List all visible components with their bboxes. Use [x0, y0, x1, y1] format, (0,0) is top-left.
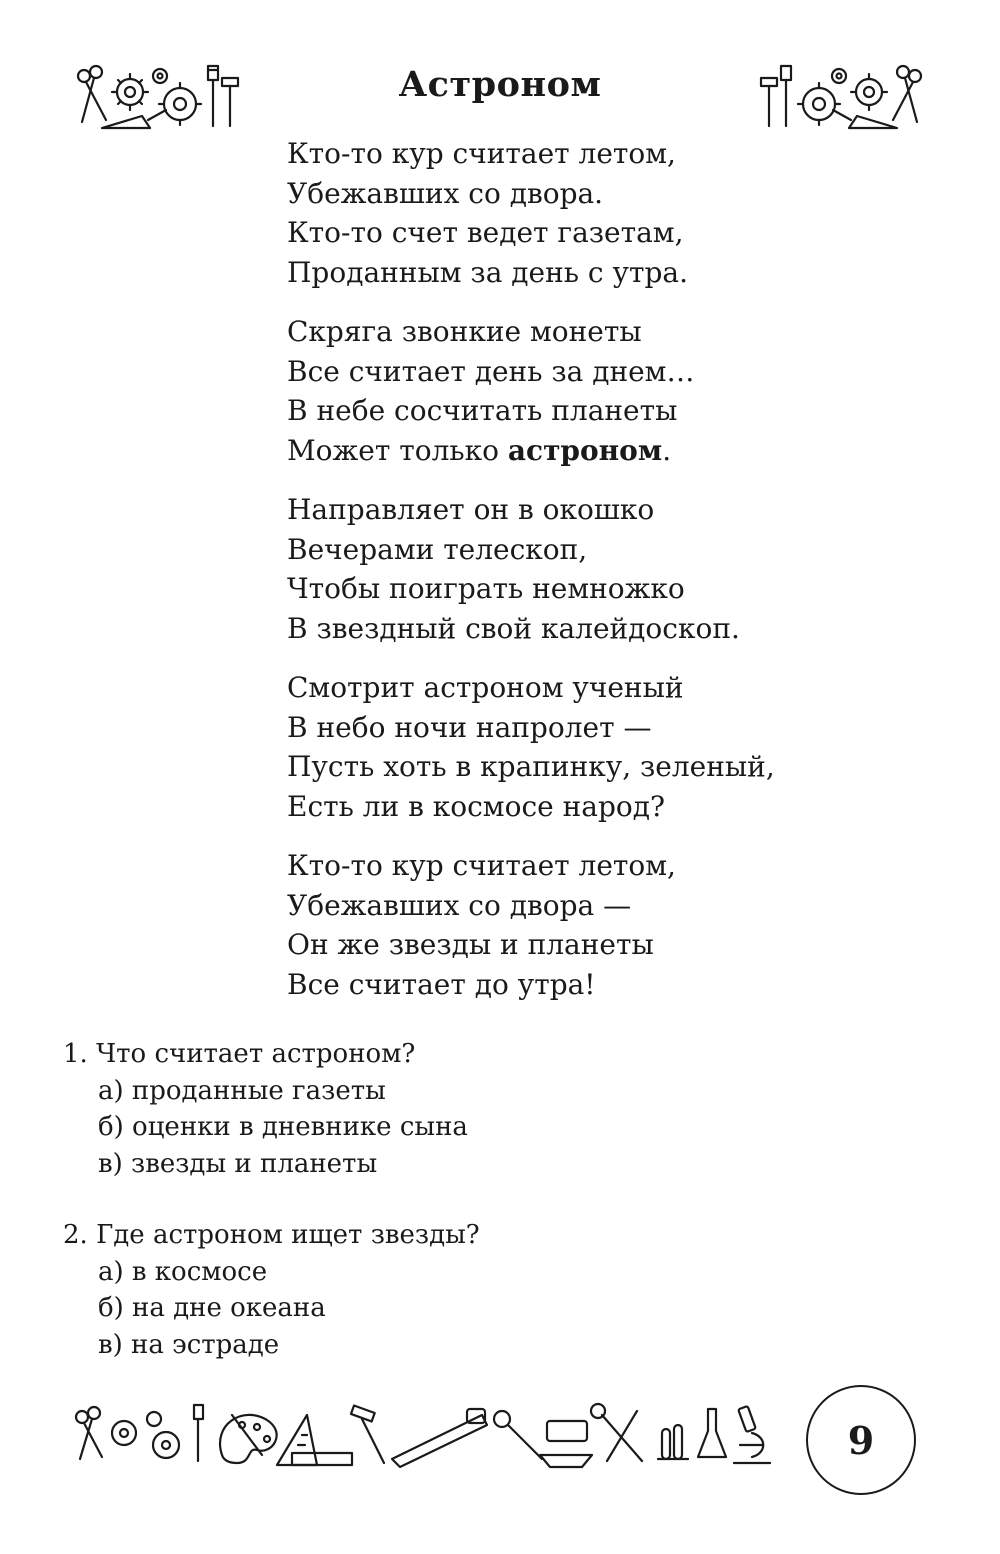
answer-option: а) в космосе — [98, 1256, 268, 1287]
question — [63, 1217, 480, 1363]
poem-line: Он же звезды и планеты — [287, 928, 654, 961]
answer-option: в) на эстраде — [98, 1329, 280, 1360]
poem-line: В небо ночи напролет — — [287, 710, 652, 744]
page-number: 9 — [806, 1385, 916, 1495]
questions — [63, 1036, 480, 1398]
answer-option: б) оценки в дневнике сына — [98, 1112, 468, 1142]
wrench-icon — [591, 1404, 642, 1461]
header-ornament-right — [732, 58, 937, 138]
poem-line: Все считает день за днем… — [287, 354, 695, 388]
stanza — [287, 312, 775, 470]
poem — [287, 134, 775, 1024]
poem-line: Пусть хоть в крапинку, зеленый, — [287, 750, 775, 783]
question-text: 1. Что считает астроном? — [63, 1039, 416, 1069]
poem-line: Проданным за день с утра. — [287, 255, 688, 289]
poem-line: Все считает до утра! — [287, 967, 596, 1001]
poem-line: В небе сосчитать планеты — [287, 394, 678, 427]
hammer-icon — [351, 1405, 384, 1463]
gear-icon — [851, 74, 887, 110]
trowel-icon — [102, 110, 166, 128]
hammer-icon — [761, 78, 777, 126]
stanza — [287, 668, 775, 826]
footer-ornament — [62, 1395, 802, 1475]
page-title: Астроном — [398, 64, 602, 105]
poem-line: Смотрит астроном ученый — [287, 671, 684, 704]
ruler-icon — [277, 1415, 352, 1465]
microscope-icon — [734, 1406, 770, 1463]
poem-line: Убежавших со двора — — [287, 888, 632, 922]
gear-icon — [798, 83, 840, 125]
bold-line-suffix: . — [662, 433, 672, 467]
wrench-icon — [494, 1411, 592, 1467]
brush-icon — [781, 66, 791, 126]
poem-line: Кто-то счет ведет газетам, — [287, 216, 684, 249]
poem-line: Есть ли в космосе народ? — [287, 789, 665, 823]
answer-options — [63, 1073, 480, 1183]
answer-option: в) звезды и планеты — [98, 1148, 378, 1179]
stanza — [287, 490, 775, 648]
poem-line: В звездный свой калейдоскоп. — [287, 611, 740, 645]
answer-options — [63, 1254, 480, 1364]
scissors-icon — [76, 1407, 102, 1459]
poem-line-bold — [287, 431, 775, 471]
poem-line: Кто-то кур считает летом, — [287, 137, 676, 170]
question — [63, 1036, 480, 1182]
saw-icon — [392, 1409, 487, 1467]
flask-icon — [658, 1409, 726, 1459]
poem-line: Чтобы поиграть немножко — [287, 572, 685, 605]
answer-option: а) проданные газеты — [98, 1075, 386, 1106]
gear-icon — [832, 69, 846, 83]
scissors-icon — [893, 66, 921, 122]
stanza — [287, 846, 775, 1004]
poem-line: Направляет он в окошко — [287, 493, 655, 526]
poem-line: Вечерами телескоп, — [287, 532, 588, 566]
poem-line: Убежавших со двора. — [287, 176, 604, 210]
answer-option: б) на дне океана — [98, 1293, 326, 1323]
trowel-icon — [833, 110, 897, 128]
question-text: 2. Где астроном ищет звезды? — [63, 1220, 480, 1250]
brush-icon — [194, 1405, 203, 1461]
bold-line-prefix: Может только — [287, 433, 508, 467]
poem-line: Кто-то кур считает летом, — [287, 849, 676, 882]
gear-icon — [112, 1412, 179, 1458]
bold-line-word: астроном — [507, 433, 663, 467]
palette-icon — [220, 1415, 277, 1463]
stanza — [287, 134, 775, 292]
poem-line: Скряга звонкие монеты — [287, 315, 642, 348]
